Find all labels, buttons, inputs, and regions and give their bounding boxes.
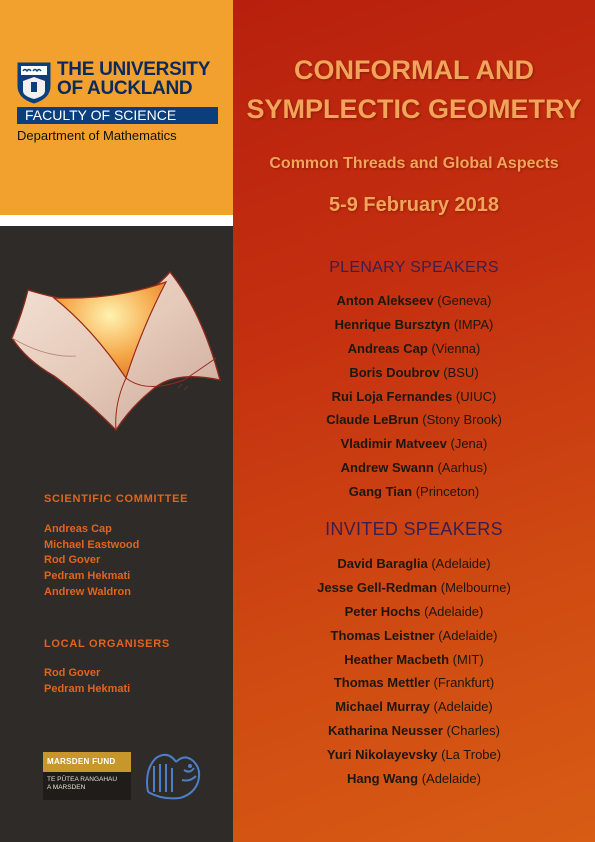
speaker-row	[233, 313, 595, 337]
scientific-committee-heading: SCIENTIFIC COMMITTEE	[44, 493, 189, 505]
speaker-row	[233, 337, 595, 361]
speaker-affiliation: (Vienna)	[431, 340, 481, 356]
university-name	[57, 60, 210, 98]
speaker-name: David Baraglia	[337, 556, 428, 571]
speaker-row	[233, 671, 595, 695]
speaker-row	[233, 456, 595, 480]
speaker-row	[233, 432, 595, 456]
university-crest-icon	[17, 62, 51, 104]
speaker-row	[233, 648, 595, 672]
faculty-label: FACULTY OF SCIENCE	[17, 107, 218, 124]
speaker-row	[233, 624, 595, 648]
speaker-affiliation: (Stony Brook)	[422, 412, 502, 428]
speaker-row	[233, 576, 595, 600]
marsden-fund-logo	[43, 752, 131, 800]
event-subtitle: Common Threads and Global Aspects	[269, 155, 559, 172]
committee-member: Andreas Cap	[44, 523, 112, 535]
speaker-name: Katharina Neusser	[328, 723, 443, 739]
event-dates: 5-9 February 2018	[328, 194, 500, 216]
speaker-name: Peter Hochs	[344, 603, 421, 619]
speaker-name: Boris Doubrov	[349, 364, 440, 380]
speaker-row	[233, 552, 595, 576]
plenary-speakers-heading: PLENARY SPEAKERS	[329, 259, 499, 276]
speaker-name: Rui Loja Fernandes	[331, 388, 453, 404]
speaker-name: Michael Murray	[335, 699, 430, 715]
speaker-affiliation: (Jena)	[450, 436, 488, 452]
speaker-affiliation: (Adelaide)	[438, 627, 498, 643]
committee-member: Rod Gover	[44, 554, 101, 567]
speaker-affiliation: (Geneva)	[437, 293, 492, 308]
speaker-affiliation: (Adelaide)	[421, 771, 481, 787]
speaker-affiliation: (Princeton)	[415, 484, 480, 500]
invited-speakers-list	[233, 552, 595, 791]
speaker-name: Andrew Swann	[340, 460, 434, 476]
invited-speakers-heading: INVITED SPEAKERS	[325, 519, 503, 539]
committee-member: Andrew Waldron	[44, 585, 131, 598]
speaker-row	[233, 408, 595, 432]
organiser: Rod Gover	[44, 667, 101, 679]
speaker-affiliation: (IMPA)	[453, 316, 494, 332]
speaker-name: Thomas Leistner	[330, 627, 435, 643]
speaker-affiliation: (Adelaide)	[433, 699, 493, 715]
speaker-row	[233, 361, 595, 385]
organiser: Pedram Hekmati	[44, 682, 131, 695]
department-label: Department of Mathematics	[17, 128, 177, 143]
speaker-row	[233, 289, 595, 313]
speaker-affiliation: (Adelaide)	[424, 603, 484, 619]
speaker-affiliation: (MIT)	[452, 651, 484, 667]
speaker-row	[233, 600, 595, 624]
speaker-name: Andreas Cap	[347, 340, 428, 356]
speaker-name: Yuri Nikolayevsky	[326, 747, 438, 763]
nzmri-logo-icon	[140, 748, 210, 802]
event-title-line-2: SYMPLECTIC GEOMETRY	[246, 94, 582, 124]
speaker-affiliation: (Melbourne)	[440, 579, 511, 595]
marsden-fund-name: MARSDEN FUND	[43, 752, 131, 772]
committee-member: Pedram Hekmati	[44, 570, 131, 583]
local-organisers-list	[44, 666, 130, 697]
speaker-name: Jesse Gell-Redman	[317, 579, 438, 595]
event-title-line-1: CONFORMAL AND	[294, 55, 534, 85]
speaker-name: Anton Alekseev	[336, 293, 434, 308]
scientific-committee-list	[44, 522, 139, 601]
speaker-name: Claude LeBrun	[326, 412, 419, 428]
speaker-affiliation: (Charles)	[446, 723, 500, 739]
speaker-affiliation: (Aarhus)	[437, 460, 488, 476]
marsden-maori-line-2: A MARSDEN	[47, 784, 86, 791]
speaker-name: Gang Tian	[348, 484, 413, 500]
speaker-name: Henrique Bursztyn	[334, 316, 451, 332]
speaker-name: Thomas Mettler	[333, 675, 430, 691]
speaker-name: Vladimir Matveev	[340, 436, 447, 452]
speaker-row	[233, 480, 595, 504]
speaker-row	[233, 767, 595, 791]
committee-member: Michael Eastwood	[44, 538, 140, 551]
speaker-name: Hang Wang	[347, 771, 419, 787]
speaker-row	[233, 695, 595, 719]
local-organisers-heading: LOCAL ORGANISERS	[44, 638, 170, 650]
speaker-name: Heather Macbeth	[344, 651, 450, 667]
speaker-affiliation: (Frankfurt)	[433, 675, 495, 691]
speaker-affiliation: (La Trobe)	[441, 747, 502, 763]
university-name-line-2: OF AUCKLAND	[57, 78, 193, 99]
speaker-affiliation: (UIUC)	[455, 388, 497, 404]
speaker-row	[233, 385, 595, 409]
marsden-maori-line-1: TE PŪTEA RANGAHAU	[47, 776, 118, 783]
speaker-affiliation: (Adelaide)	[431, 556, 491, 571]
saddle-surface-figure	[6, 268, 228, 438]
speaker-affiliation: (BSU)	[443, 364, 479, 380]
university-name-line-1: THE UNIVERSITY	[57, 59, 211, 80]
speaker-row	[233, 719, 595, 743]
speaker-row	[233, 743, 595, 767]
plenary-speakers-list	[233, 289, 595, 504]
